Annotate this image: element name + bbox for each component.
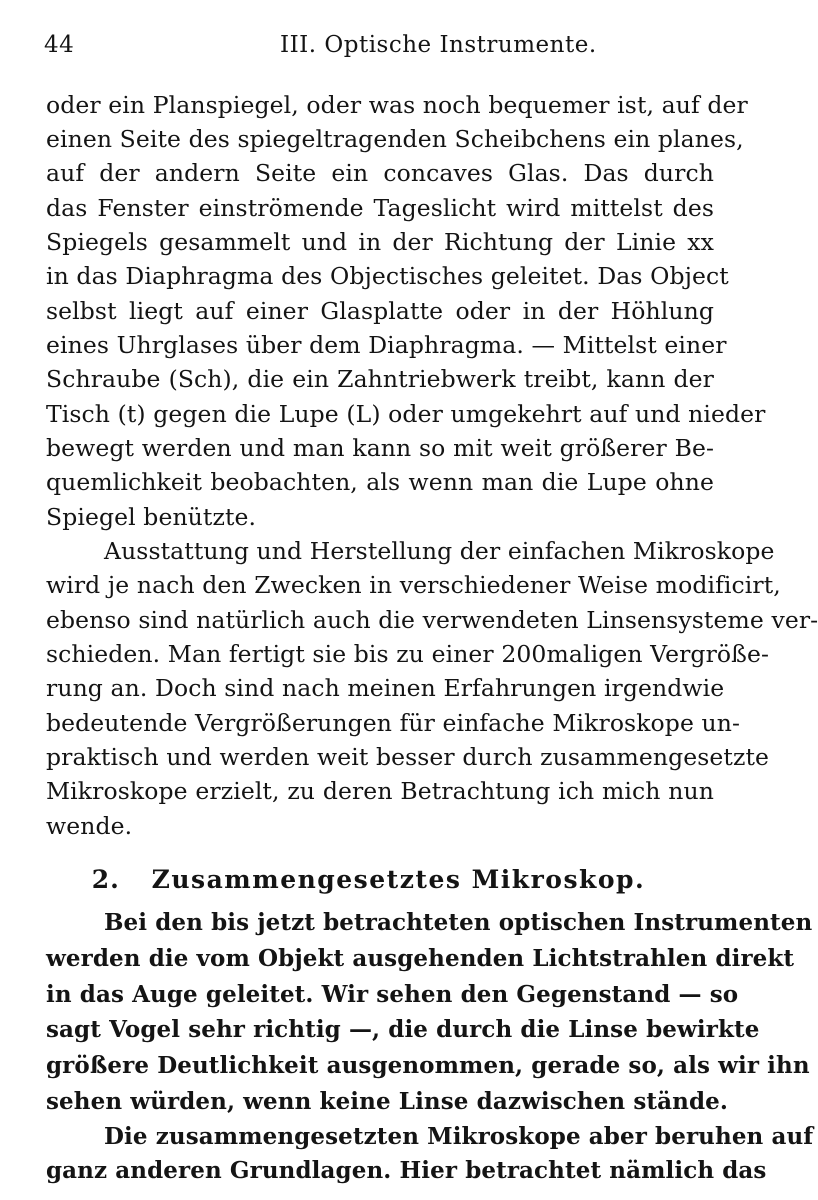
text-line: wende.: [46, 812, 133, 840]
text-line: werden die vom Objekt ausgehenden Lichtstrahlen direkt: [46, 945, 795, 972]
text-line: rung an. Doch sind nach meinen Erfahrungen irgendwie: [46, 674, 725, 702]
text-line: größere Deutlichkeit ausgenommen, gerade so, als wir ihn: [46, 1052, 810, 1079]
text-line: ebenso sind natürlich auch die verwendeten Linsensysteme ver-: [46, 606, 818, 634]
text-line: bedeutende Vergrößerungen für einfache Mikroskope un-: [46, 709, 741, 737]
page-number: 44: [44, 32, 75, 58]
section-heading: [0, 860, 737, 900]
running-head: III. Optische Instrumente.: [280, 32, 597, 58]
text-line: Spiegels gesammelt und in der Richtung der Linie xx: [46, 228, 714, 256]
text-line: sehen würden, wenn keine Linse dazwischen stände.: [46, 1088, 728, 1115]
page-header: [44, 28, 714, 64]
text-line: Die zusammengesetzten Mikroskope aber beruhen auf: [104, 1123, 814, 1150]
text-line: einen Seite des spiegeltragenden Scheibchens ein planes,: [46, 125, 744, 153]
text-line: selbst liegt auf einer Glasplatte oder in der Höhlung: [46, 297, 714, 325]
text-line: in das Auge geleitet. Wir sehen den Gegenstand — so: [46, 981, 739, 1008]
text-line: Ausstattung und Herstellung der einfachen Mikroskope: [104, 537, 775, 565]
text-line: Bei den bis jetzt betrachteten optischen Instrumenten: [104, 909, 813, 936]
text-line: auf der andern Seite ein concaves Glas. Das durch: [46, 159, 714, 187]
section-number: 2.: [91, 865, 120, 894]
text-line: Schraube (Sch), die ein Zahntriebwerk treibt, kann der: [46, 365, 714, 393]
text-line: das Fenster einströmende Tageslicht wird mittelst des: [46, 194, 714, 222]
text-line: ganz anderen Grundlagen. Hier betrachtet nämlich das: [46, 1157, 767, 1184]
text-line: in das Diaphragma des Objectisches geleitet. Das Object: [46, 262, 729, 290]
text-line: praktisch und werden weit besser durch zusammengesetzte: [46, 743, 770, 771]
text-line: schieden. Man fertigt sie bis zu einer 200maligen Vergröße-: [46, 640, 769, 668]
text-line: Spiegel benützte.: [46, 503, 257, 531]
text-line: oder ein Planspiegel, oder was noch bequemer ist, auf der: [46, 91, 748, 119]
section-title: Zusammengesetztes Mikroskop.: [151, 865, 646, 894]
text-line: wird je nach den Zwecken in verschiedener Weise modificirt,: [46, 571, 781, 599]
text-line: Mikroskope erzielt, zu deren Betrachtung ich mich nun: [46, 777, 714, 805]
text-line: quemlichkeit beobachten, als wenn man die Lupe ohne: [46, 468, 714, 496]
text-line: bewegt werden und man kann so mit weit größerer Be-: [46, 434, 714, 462]
text-line: Tisch (t) gegen die Lupe (L) oder umgekehrt auf und nieder: [46, 400, 766, 428]
text-line: eines Uhrglases über dem Diaphragma. — Mittelst einer: [46, 331, 727, 359]
text-line: sagt Vogel sehr richtig —, die durch die Linse bewirkte: [46, 1016, 760, 1043]
